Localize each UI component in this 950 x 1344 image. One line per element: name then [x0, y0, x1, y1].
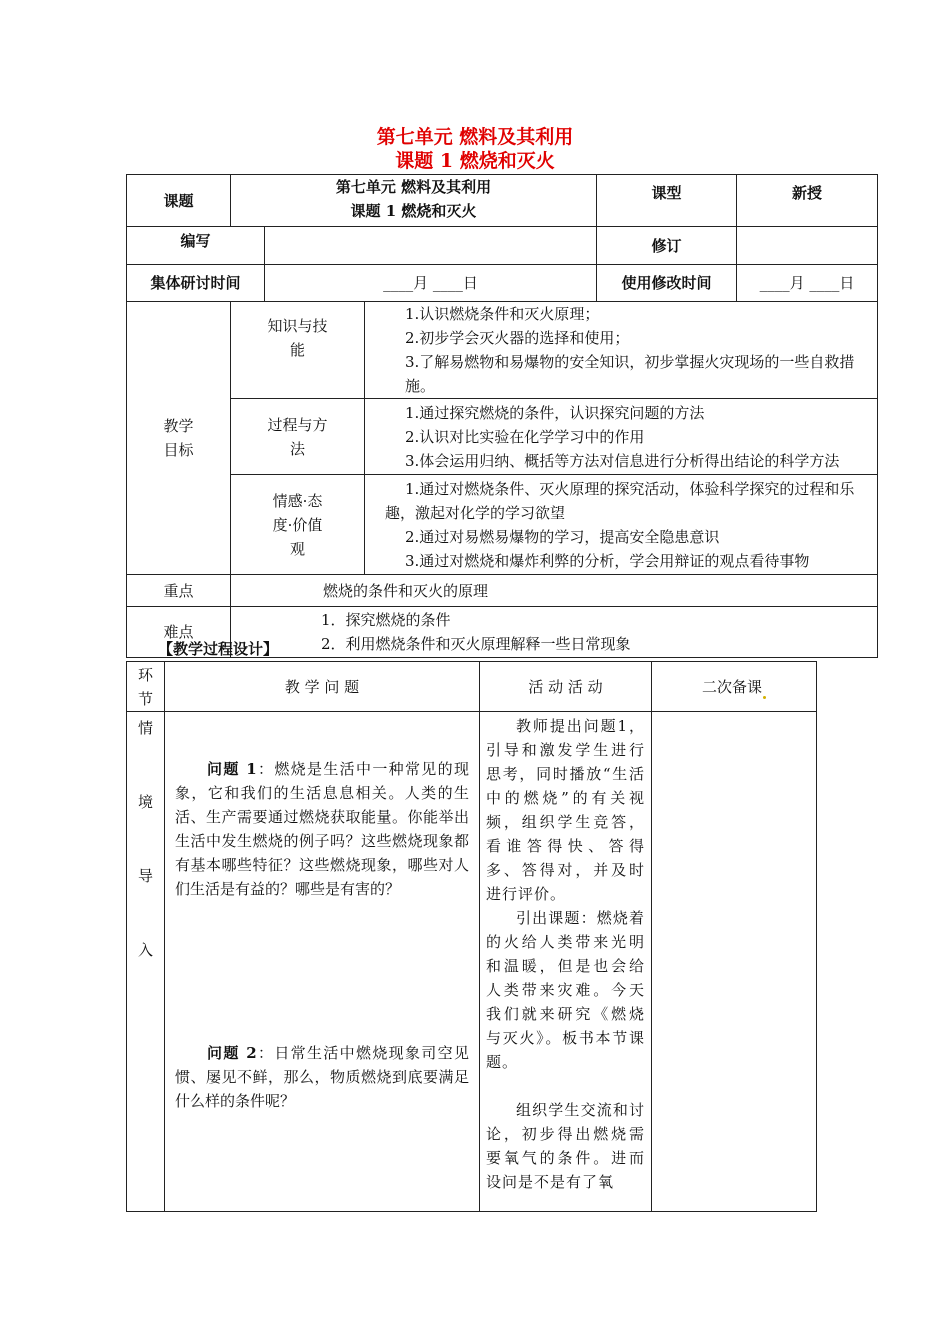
goal-item: 3.通过对燃烧和爆炸利弊的分析，学会用辩证的观点看待事物	[405, 551, 810, 570]
question-cell	[165, 712, 480, 1212]
goal-items-process	[365, 399, 878, 475]
goal-category-attitude	[231, 475, 365, 575]
notes-cell	[652, 712, 817, 1212]
question-2-label: 问题 2	[207, 1044, 257, 1062]
key-point-value: 燃烧的条件和灭火的原理	[231, 575, 878, 607]
question-2	[175, 1041, 469, 1113]
goal-item: 1.通过对燃烧条件、灭火原理的探究活动，体验科学探究的过程和乐趣，激起对化学的学习欲望	[385, 479, 855, 522]
goal-item: 2.初步学会灭火器的选择和使用；	[405, 329, 630, 347]
topic-value	[231, 175, 597, 227]
stage-char: 情	[137, 719, 153, 737]
revise-value	[737, 227, 878, 265]
use-time-label: 使用修改时间	[597, 265, 737, 302]
difficulty-item: 1．探究燃烧的条件	[321, 611, 451, 629]
stage-char: 导	[137, 867, 153, 885]
goals-label-line2: 目标	[163, 441, 194, 459]
goal-item: 2.通过对易燃易爆物的学习，提高安全隐患意识	[405, 527, 720, 546]
stage-cell	[127, 712, 165, 1212]
col-notes	[652, 662, 817, 712]
goal-category-line: 法	[289, 439, 305, 458]
activity-3: 组织学生交流和讨论，初步得出燃烧需要氧气的条件。进而设问是不是有了氧	[486, 1101, 645, 1191]
process-table	[126, 661, 817, 1212]
goal-item: 1.通过探究燃烧的条件，认识探究问题的方法	[405, 403, 705, 422]
stage-char: 入	[137, 941, 153, 959]
goal-category-line: 观	[289, 539, 305, 558]
activity-1: 教师提出问题1，引导和激发学生进行思考，同时播放“生活中的燃烧”的有关视频，组织学生竞答，看谁答得快、答得多、答得对，并及时进行评价。	[486, 717, 645, 903]
goal-items-attitude	[365, 475, 878, 575]
difficulty-item: 2．利用燃烧条件和灭火原理解释一些日常现象	[321, 635, 631, 653]
question-2-text: ：日常生活中燃烧现象司空见惯、屡见不鲜，那么，物质燃烧到底要满足什么样的条件呢？	[175, 1044, 469, 1110]
goal-category-line: 情感·态	[272, 491, 323, 510]
page-title-line1: 第七单元 燃料及其利用	[376, 126, 574, 148]
activity-cell	[480, 712, 652, 1212]
use-time-value: ____月 ____日	[737, 265, 878, 302]
goal-category-line: 知识与技	[267, 317, 328, 335]
col-notes-text: 二次备课	[701, 677, 762, 696]
goals-label-line1: 教学	[163, 417, 194, 435]
goal-category-line: 能	[289, 341, 305, 359]
research-time-label: 集体研讨时间	[127, 265, 265, 302]
goal-category-process	[231, 399, 365, 475]
key-point-label: 重点	[127, 575, 231, 607]
question-1-text: ：燃烧是生活中一种常见的现象，它和我们的生活息息相关。人类的生活、生产需要通过燃烧获取能量。你能举出生活中发生燃烧的例子吗？这些燃烧现象都有基本哪些特征？这些燃烧现象，哪些对人们生活是有益的？哪些是有害的？	[175, 760, 469, 898]
stage-char: 境	[137, 793, 153, 811]
question-1	[175, 757, 469, 901]
topic-line2: 课题 1 燃烧和灭火	[350, 202, 477, 220]
col-stage-line: 节	[137, 689, 153, 708]
type-value: 新授	[737, 175, 878, 227]
goal-item: 1.认识燃烧条件和灭火原理；	[405, 305, 600, 323]
goal-item: 3.了解易燃物和易爆物的安全知识，初步掌握火灾现场的一些自救措施。	[405, 353, 855, 395]
author-label: 编写	[127, 227, 265, 265]
goal-items-knowledge	[365, 302, 878, 399]
topic-label: 课题	[127, 175, 231, 227]
col-stage	[127, 662, 165, 712]
difficulty-label: 难点	[127, 607, 231, 658]
col-stage-line: 环	[137, 665, 153, 684]
topic-line1: 第七单元 燃料及其利用	[335, 178, 492, 196]
type-label: 课型	[597, 175, 737, 227]
author-value	[265, 227, 597, 265]
goal-item: 2.认识对比实验在化学学习中的作用	[405, 427, 645, 446]
col-activity: 活 动 活 动	[480, 662, 652, 712]
goals-label	[127, 302, 231, 575]
research-time-value: ____月 ____日	[265, 265, 597, 302]
section-title: 【教学过程设计】	[158, 640, 279, 658]
question-1-label: 问题 1	[207, 760, 257, 778]
activity-2: 引出课题：燃烧着的火给人类带来光明和温暖，但是也会给人类带来灾难。今天我们就来研究《燃烧与灭火》。板书本节课题。	[486, 909, 645, 1071]
page-title-line2: 课题 1 燃烧和灭火	[395, 150, 555, 172]
lesson-info-table	[126, 174, 878, 658]
goal-item: 3.体会运用归纳、概括等方法对信息进行分析得出结论的科学方法	[405, 451, 840, 470]
revise-label: 修订	[597, 227, 737, 265]
difficulty-items	[231, 607, 878, 658]
goal-category-knowledge	[231, 302, 365, 399]
goal-category-line: 过程与方	[267, 415, 328, 434]
goal-category-line: 度·价值	[272, 515, 323, 534]
col-question: 教 学 问 题	[165, 662, 480, 712]
